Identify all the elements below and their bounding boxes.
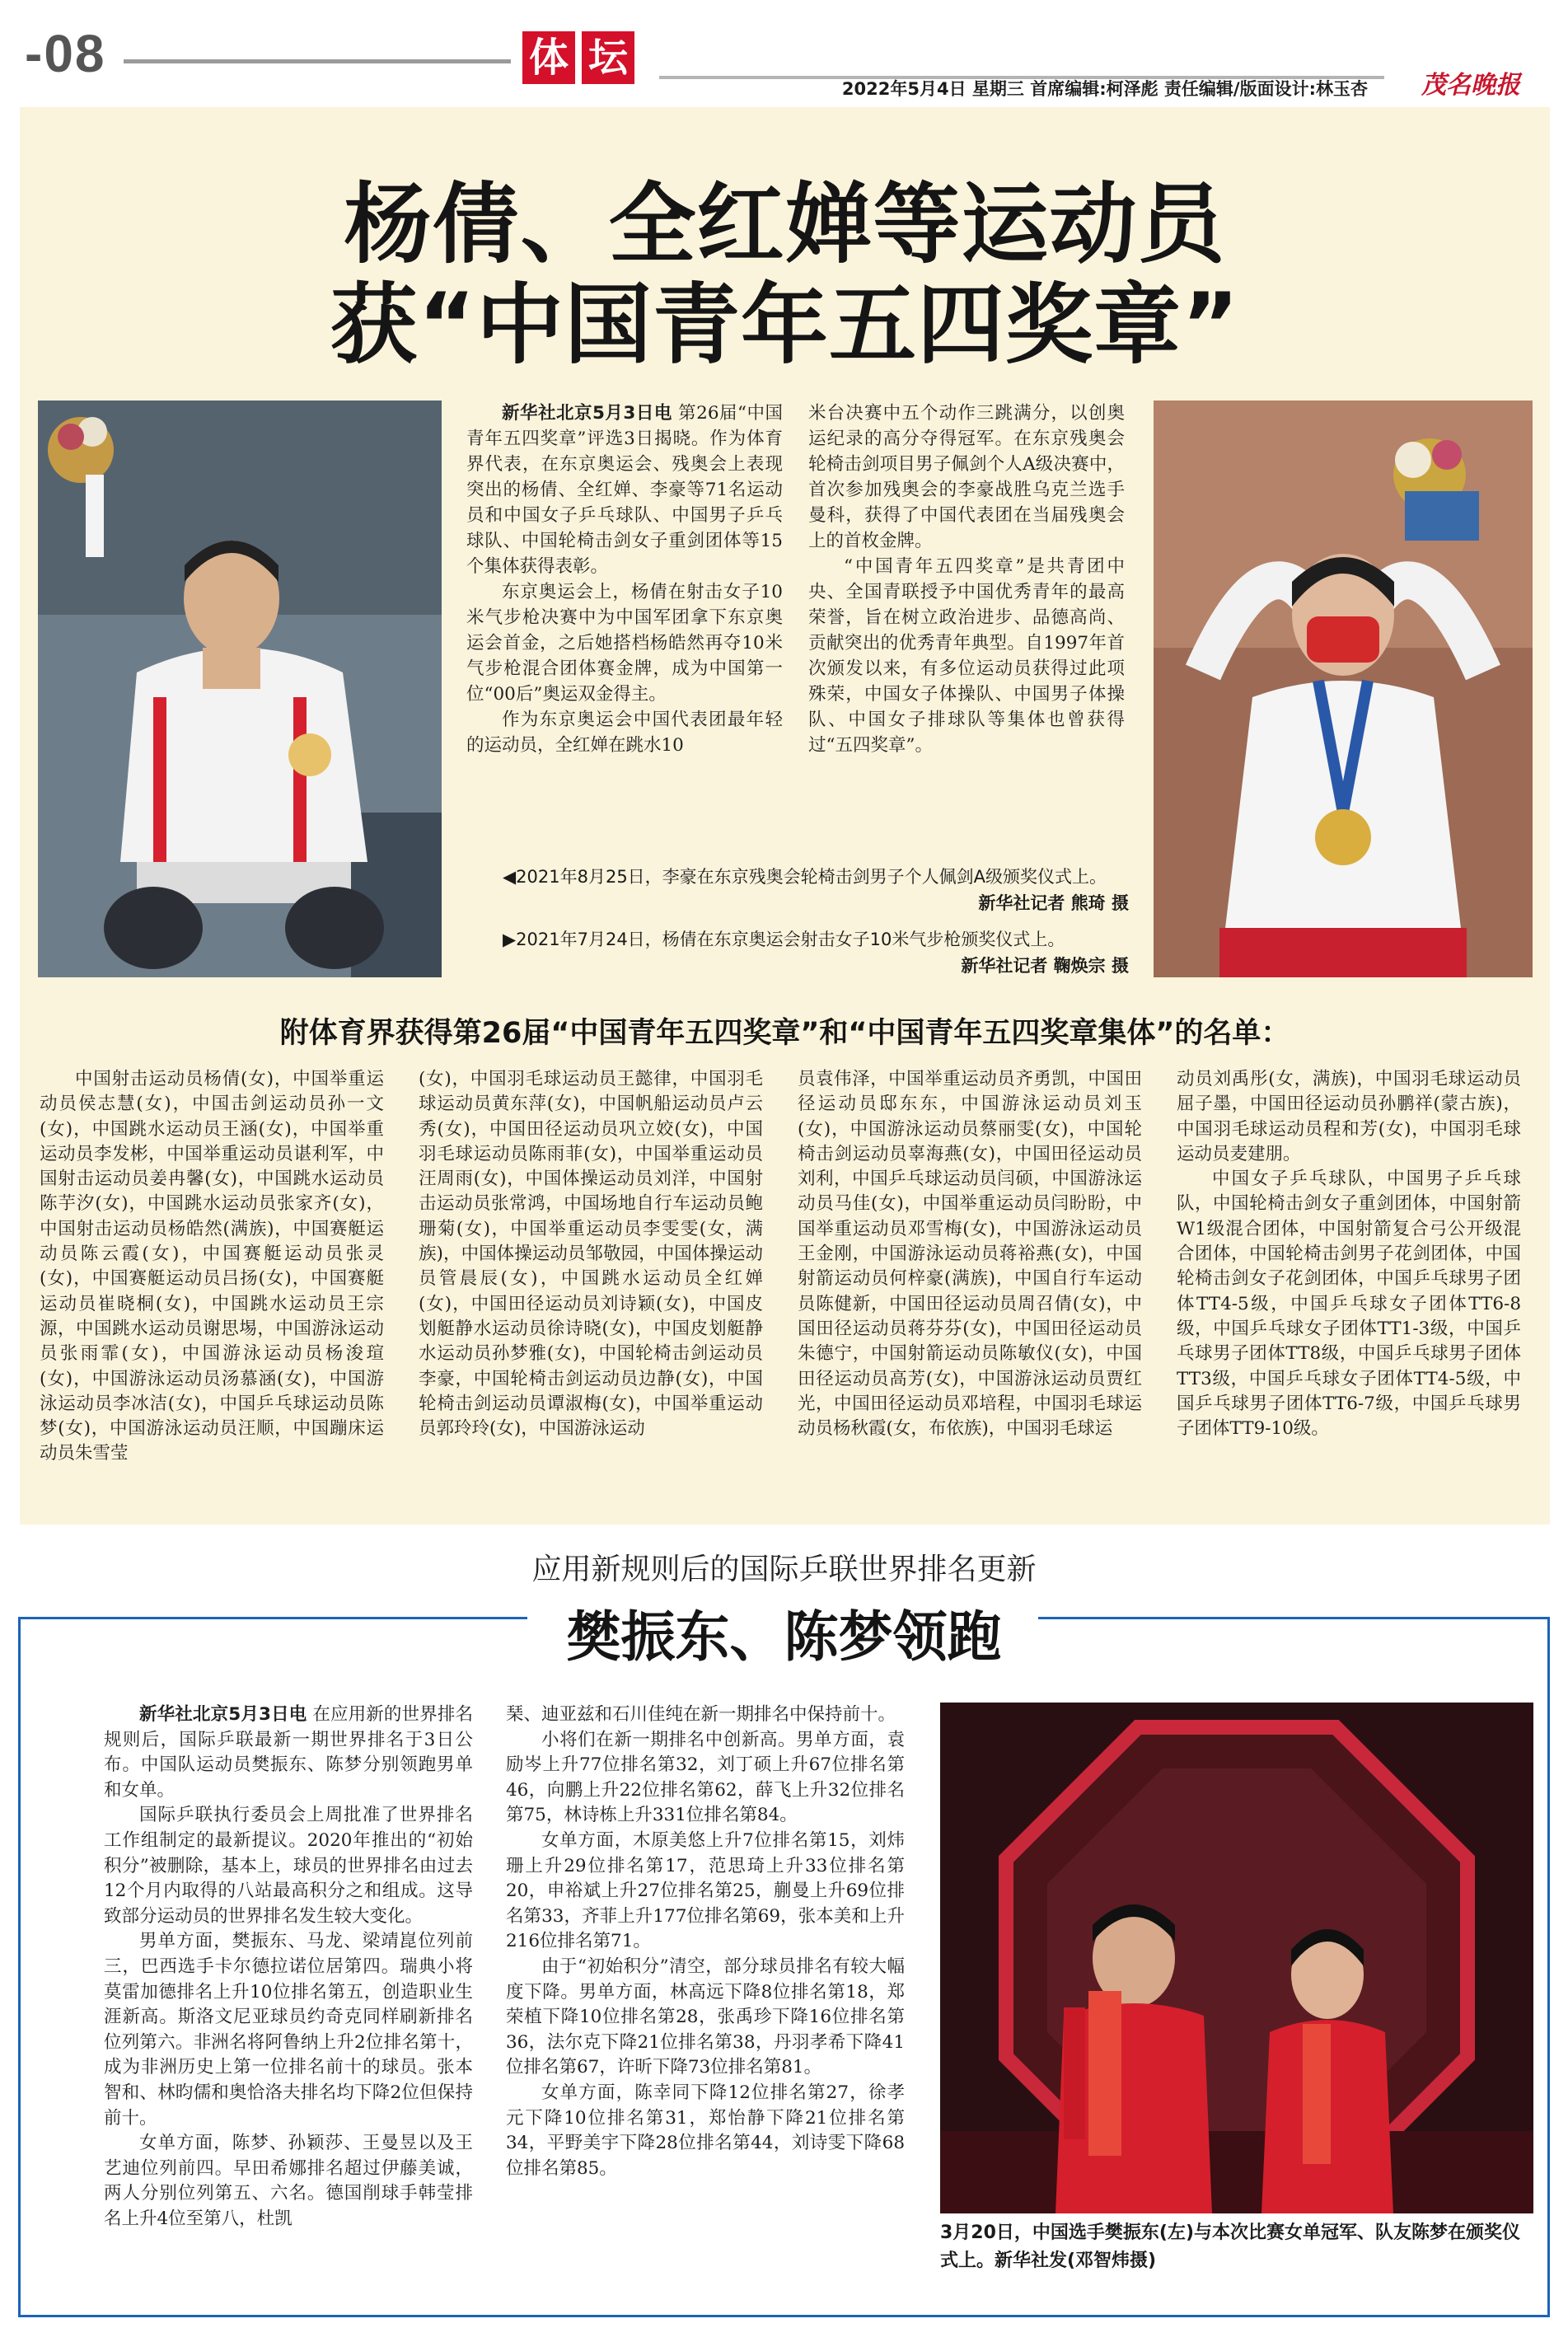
photo-fan-zhendong-chen-meng [940, 1703, 1533, 2213]
caption-text: ▶2021年7月24日，杨倩在东京奥运会射击女子10米气步枪颁奖仪式上。 [503, 930, 1065, 949]
headline-line-1: 杨倩、全红婵等运动员 [344, 174, 1226, 275]
photo-li-hao [38, 400, 442, 977]
page-number: -08 [25, 24, 106, 83]
story2-paragraph: 琹、迪亚兹和石川佳纯在新一期排名中保持前十。 [506, 1704, 896, 1725]
story2-dateline: 新华社北京5月3日电 [139, 1704, 307, 1725]
headline-line-2: 获“中国青年五四奖章” [330, 274, 1240, 376]
caption-li-hao [503, 864, 1129, 916]
story2-paragraph: 国际乒联执行委员会上周批准了世界排名工作组制定的最新提议。2020年推出的“初始积分”被删除，基本上，球员的世界排名由过去12个月内取得的八站最高积分之和组成。这导致部分运动员的世界排名发生较大变化。 [104, 1805, 473, 1927]
story2-column-1 [104, 1703, 473, 2232]
caption-yang-qian [503, 926, 1129, 979]
section-char-2: 坛 [582, 31, 634, 84]
photo-yang-qian [1154, 400, 1533, 977]
header-rule [124, 59, 511, 63]
newspaper-logo: 茂名晚报 [1421, 71, 1520, 100]
story1-paragraph: 米台决赛中五个动作三跳满分，以创奥运纪录的高分夺得冠军。在东京残奥会轮椅击剑项目男子佩剑个人A级决赛中，首次参加残奥会的李豪战胜乌克兰选手曼科，获得了中国代表团在当届残奥会上的首枚金牌。 [808, 403, 1125, 551]
story2-paragraph: 女单方面，木原美悠上升7位排名第15，刘炜珊上升29位排名第17，范思琦上升33位排名第20，申裕斌上升27位排名第25，蒯曼上升69位排名第33，齐菲上升177位排名第69，张本美和上升216位排名第71。 [506, 1829, 905, 1952]
story2-paragraph: 由于“初始积分”清空，部分球员排名有较大幅度下降。男单方面，林高远下降8位排名第18，郑荣植下降10位排名第28，张禹珍下降16位排名第36，法尔克下降21位排名第38，丹羽孝希下降41位排名第67，许昕下降73位排名第81。 [506, 1956, 905, 2078]
story1-paragraph: 作为东京奥运会中国代表团最年轻的运动员，全红婵在跳水10 [466, 710, 783, 756]
honor-list-text: (女)，中国羽毛球运动员王懿律，中国羽毛球运动员黄东萍(女)，中国帆船运动员卢云秀(女)，中国田径运动员巩立姣(女)，中国羽毛球运动员陈雨菲(女)，中国举重运动员汪周雨(女)，中国体操运动员刘洋，中国射击运动员张常鸿，中国场地自行车运动员鲍珊菊(女)，中国举重运动员李雯雯(女，满族)，中国体操运动员邹敬园，中国体操运动员管晨辰(女)，中国跳水运动员全红婵(女)，中国田径运动员刘诗颖(女)，中国皮划艇静水运动员徐诗晓(女)，中国皮划艇静水运动员孙梦雅(女)，中国轮椅击剑运动员李豪，中国轮椅击剑运动员边静(女)，中国轮椅击剑运动员谭淑梅(女)，中国举重运动员郭玲玲(女)，中国游泳运动 [419, 1069, 763, 1440]
story2-paragraph: 男单方面，樊振东、马龙、梁靖崑位列前三，巴西选手卡尔德拉诺位居第四。瑞典小将莫雷加德排名上升10位排名第五，创造职业生涯新高。斯洛文尼亚球员约奇克同样刷新排名位列第六。非洲名将阿鲁纳上升2位排名第十，成为非洲历史上第一位排名前十的球员。张本智和、林昀儒和奥恰洛夫排名均下降2位但保持前十。 [104, 1931, 473, 2129]
story2-paragraph: 在应用新的世界排名规则后，国际乒联最新一期世界排名于3日公布。中国队运动员樊振东、陈梦分别领跑男单和女单。 [104, 1704, 473, 1801]
story2-column-2 [506, 1703, 905, 2181]
story1-column-1 [466, 400, 783, 758]
honor-list-text: 中国女子乒乓球队，中国男子乒乓球队，中国轮椅击剑女子重剑团体，中国射箭W1级混合团体，中国射箭复合弓公开级混合团体，中国轮椅击剑男子花剑团体，中国轮椅击剑女子花剑团体，中国乒乓球男子团体TT4-5级，中国乒乓球女子团体TT6-8级，中国乒乓球女子团体TT1-3级，中国乒乓球男子团体TT8级，中国乒乓球男子团体TT3级，中国乒乓球女子团体TT4-5级，中国乒乓球男子团体TT6-7级，中国乒乓球男子团体TT9-10级。 [1177, 1169, 1521, 1440]
section-char-1: 体 [522, 31, 575, 84]
story1-paragraph: 第26届“中国青年五四奖章”评选3日揭晓。作为体育界代表，在东京奥运会、残奥会上表现突出的杨倩、全红婵、李豪等71名运动员和中国女子乒乓球队、中国男子乒乓球队、中国轮椅击剑女子重剑团体等15个集体获得表彰。 [466, 403, 783, 577]
story1-dateline: 新华社北京5月3日电 [502, 403, 672, 424]
caption-credit: 新华社记者 熊琦 摄 [978, 893, 1129, 913]
honor-list-title: 附体育界获得第26届“中国青年五四奖章”和“中国青年五四奖章集体”的名单： [279, 1017, 1290, 1050]
story2-paragraph: 小将们在新一期排名中创新高。男单方面，袁励岑上升77位排名第32，刘丁硕上升67位排名第46，向鹏上升22位排名第62，薛飞上升32位排名第75，林诗栋上升331位排名第84。 [506, 1729, 905, 1826]
story1-paragraph: “中国青年五四奖章”是共青团中央、全国青联授予中国优秀青年的最高荣誉，旨在树立政治进步、品德高尚、贡献突出的优秀青年典型。自1997年首次颁发以来，有多位运动员获得过此项殊荣，中国女子体操队、中国男子体操队、中国女子排球队等集体也曾获得过“五四奖章”。 [808, 556, 1125, 756]
story2-paragraph: 女单方面，陈梦、孙颖莎、王曼昱以及王艺迪位列前四。早田希娜排名超过伊藤美诚，两人分别位列第五、六名。德国削球手韩莹排名上升4位至第八，杜凯 [104, 2133, 473, 2229]
honor-list-column-3 [798, 1067, 1142, 1441]
caption-text: ◀2021年8月25日，李豪在东京残奥会轮椅击剑男子个人佩剑A级颁奖仪式上。 [503, 867, 1107, 887]
honor-list-text: 员袁伟泽，中国举重运动员齐勇凯，中国田径运动员邸东东，中国游泳运动员刘玉(女)，中国游泳运动员蔡丽雯(女)，中国轮椅击剑运动员辜海燕(女)，中国田径运动员刘利，中国乒乓球运动员闫硕，中国游泳运动员马佳(女)，中国举重运动员闫盼盼，中国举重运动员邓雪梅(女)，中国游泳运动员王金刚，中国游泳运动员蒋裕燕(女)，中国射箭运动员何梓豪(满族)，中国自行车运动员陈健新，中国田径运动员周召倩(女)，中国田径运动员蒋芬芬(女)，中国田径运动员朱德宁，中国射箭运动员陈敏仪(女)，中国田径运动员高芳(女)，中国游泳运动员贾红光，中国田径运动员邓培程，中国羽毛球运动员杨秋霞(女，布依族)，中国羽毛球运 [798, 1069, 1142, 1440]
honor-list-text: 动员刘禹彤(女，满族)，中国羽毛球运动员屈子墨，中国田径运动员孙鹏祥(蒙古族)，中国羽毛球运动员程和芳(女)，中国羽毛球运动员麦建朋。 [1177, 1069, 1521, 1164]
honor-list-column-2 [419, 1067, 763, 1441]
story2-subtitle: 应用新规则后的国际乒联世界排名更新 [531, 1553, 1037, 1586]
story2-photo-caption: 3月20日，中国选手樊振东(左)与本次比赛女单冠军、队友陈梦在颁奖仪式上。新华社发(邓智炜摄) [940, 2223, 1521, 2271]
honor-list-column-4 [1177, 1067, 1521, 1441]
honor-list-text: 中国射击运动员杨倩(女)，中国举重运动员侯志慧(女)，中国击剑运动员孙一文(女)，中国跳水运动员王涵(女)，中国举重运动员李发彬，中国举重运动员谌利军，中国射击运动员姜冉馨(女)，中国跳水运动员陈芋汐(女)，中国跳水运动员张家齐(女)，中国射击运动员杨皓然(满族)，中国赛艇运动员陈云霞(女)，中国赛艇运动员张灵(女)，中国赛艇运动员吕扬(女)，中国赛艇运动员崔晓桐(女)，中国跳水运动员王宗源，中国跳水运动员谢思埸，中国游泳运动员张雨霏(女)，中国游泳运动员杨浚瑄(女)，中国游泳运动员汤慕涵(女)，中国游泳运动员李冰洁(女)，中国乒乓球运动员陈梦(女)，中国游泳运动员汪顺，中国蹦床运动员朱雪莹 [40, 1069, 384, 1464]
header-info: 2022年5月4日 星期三 首席编辑:柯泽彪 责任编辑/版面设计:林玉杏 [841, 79, 1368, 99]
honor-list-column-1 [40, 1067, 384, 1467]
story2-paragraph: 女单方面，陈幸同下降12位排名第27，徐孝元下降10位排名第31，郑怡静下降21位排名第34，平野美宇下降28位排名第44，刘诗雯下降68位排名第85。 [506, 2082, 905, 2179]
story1-column-2 [808, 400, 1125, 758]
story2-headline: 樊振东、陈梦领跑 [566, 1605, 1002, 1669]
story1-paragraph: 东京奥运会上，杨倩在射击女子10米气步枪决赛中为中国军团拿下东京奥运会首金，之后她搭档杨皓然再夺10米气步枪混合团体赛金牌，成为中国第一位“00后”奥运双金得主。 [466, 582, 783, 705]
caption-credit: 新华社记者 鞠焕宗 摄 [961, 956, 1129, 976]
